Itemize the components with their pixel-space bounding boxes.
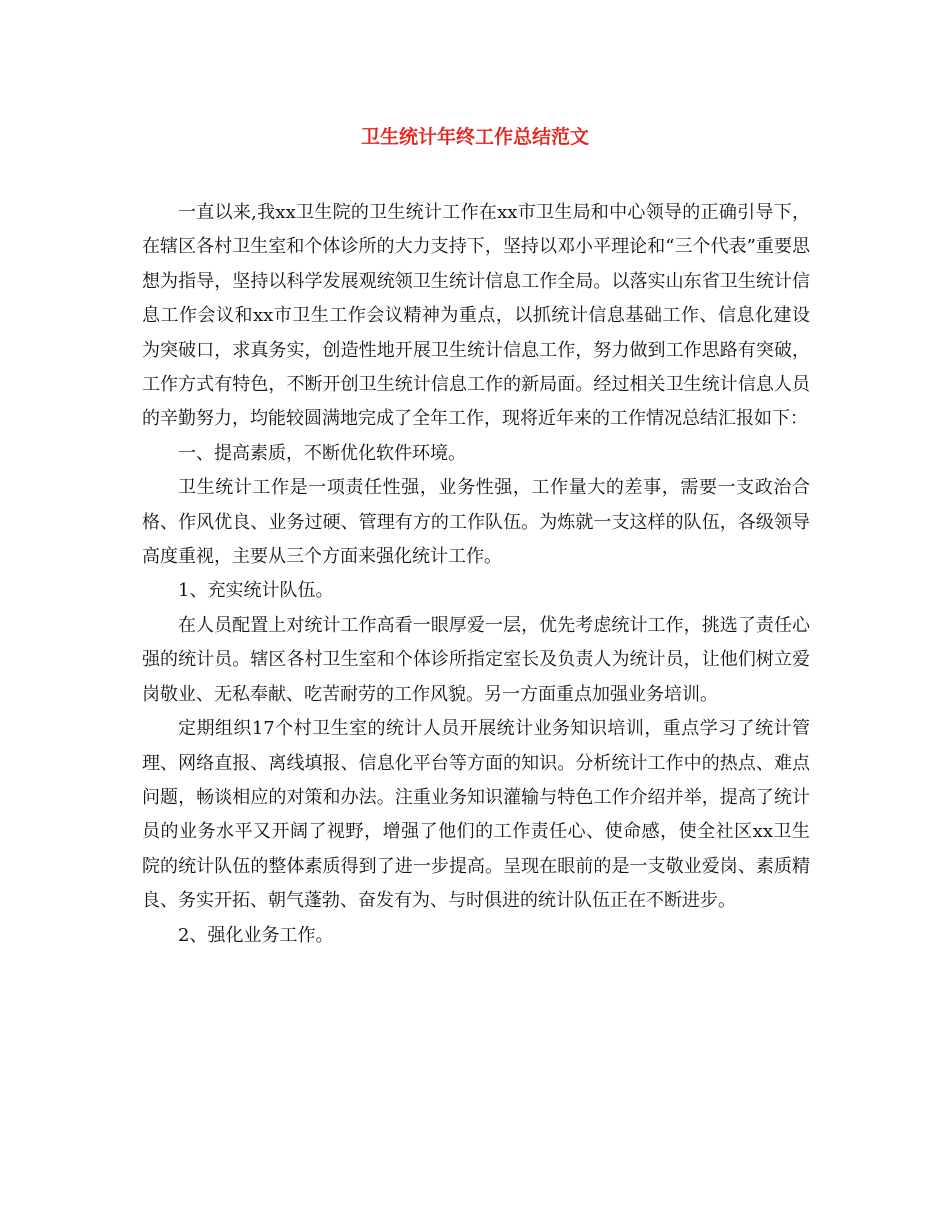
- subheading-1: 1、充实统计队伍。: [178, 580, 334, 602]
- subheading-2: 2、强化业务工作。: [178, 924, 334, 946]
- document-body: [142, 196, 810, 953]
- paragraph-training: 定期组织17个村卫生室的统计人员开展统计业务知识培训，重点学习了统计管理、网络直报、离线填报、信息化平台等方面的知识。分析统计工作中的热点、难点问题，畅谈相应的对策和办法。注重业务知识灌输与特色工作介绍并举，提高了统计员的业务水平又开阔了视野，增强了他们的工作责任心、使命感，使全社区xx卫生院的统计队伍的整体素质得到了进一步提高。呈现在眼前的是一支敬业爱岗、素质精良、务实开拓、朝气蓬勃、奋发有为、与时俱进的统计队伍正在不断进步。: [142, 718, 810, 912]
- document-title: 卫生统计年终工作总结范文: [360, 126, 589, 148]
- paragraph-intro: 一直以来,我xx卫生院的卫生统计工作在xx市卫生局和中心领导的正确引导下，在辖区各村卫生室和个体诊所的大力支持下，坚持以邓小平理论和“三个代表”重要思想为指导，坚持以科学发展观统领卫生统计信息工作全局。以落实山东省卫生统计信息工作会议和xx市卫生工作会议精神为重点，以抓统计信息基础工作、信息化建设为突破口，求真务实，创造性地开展卫生统计信息工作，努力做到工作思路有突破，工作方式有特色，不断开创卫生统计信息工作的新局面。经过相关卫生统计信息人员的辛勤努力，均能较圆满地完成了全年工作，现将近年来的工作情况总结汇报如下：: [142, 202, 810, 430]
- paragraph-staffing: 在人员配置上对统计工作高看一眼厚爱一层，优先考虑统计工作，挑选了责任心强的统计员。辖区各村卫生室和个体诊所指定室长及负责人为统计员，让他们树立爱岗敬业、无私奉献、吃苦耐劳的工作风貌。另一方面重点加强业务培训。: [142, 614, 810, 705]
- paragraph-section-1: 卫生统计工作是一项责任性强，业务性强，工作量大的差事，需要一支政治合格、作风优良、业务过硬、管理有方的工作队伍。为炼就一支这样的队伍，各级领导高度重视，主要从三个方面来强化统计工作。: [142, 477, 810, 568]
- section-heading-1: 一、提高素质，不断优化软件环境。: [178, 442, 466, 464]
